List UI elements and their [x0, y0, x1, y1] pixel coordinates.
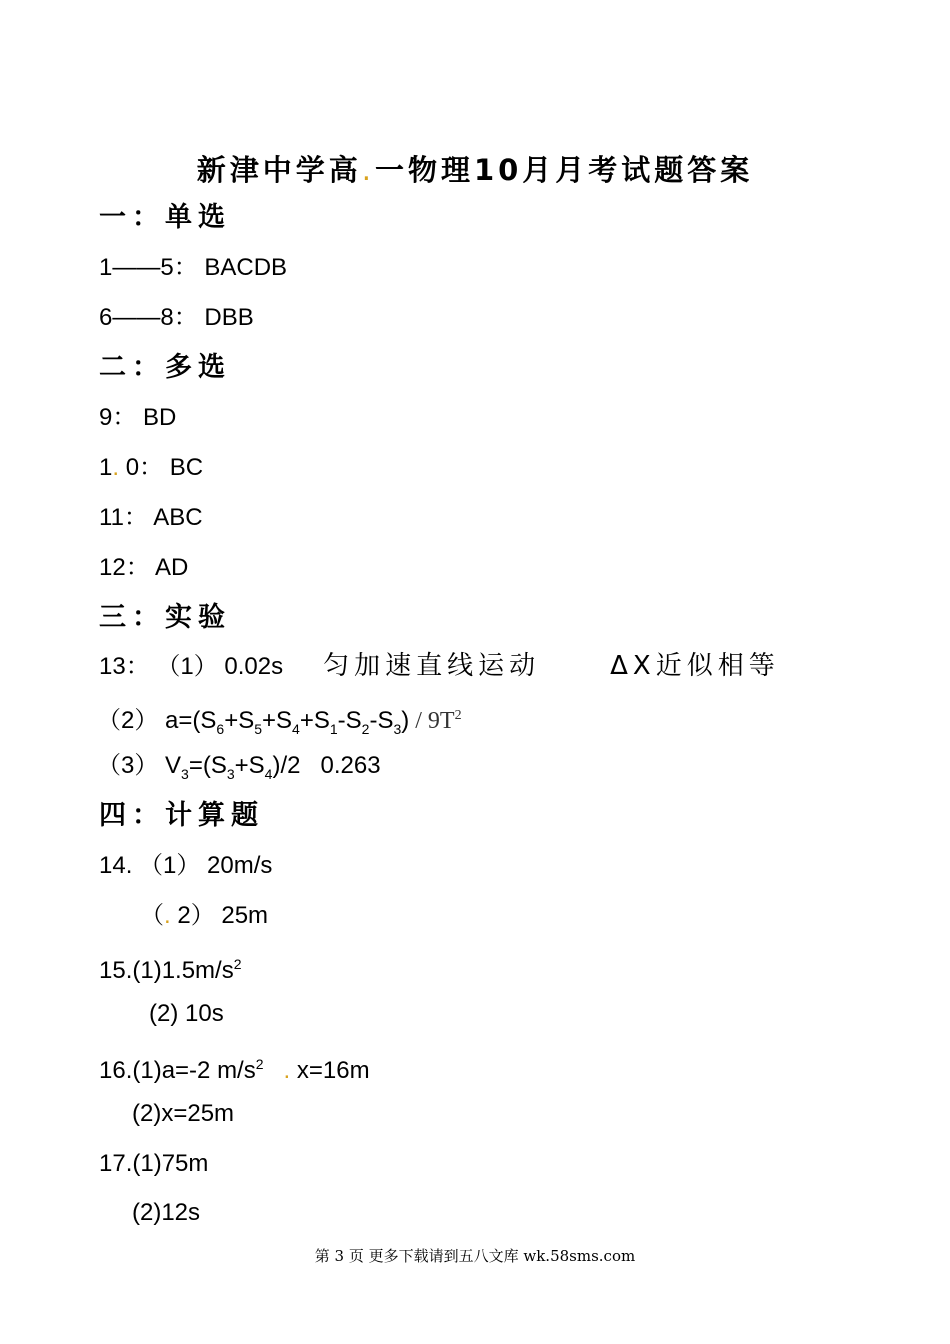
answer-10: [99, 452, 203, 484]
title-part1: 新津中学高: [196, 153, 362, 187]
answer-15-2: (2) 10s: [149, 1000, 224, 1027]
answer-10-number: 1: [99, 454, 113, 481]
answer-14-2-dot: .: [164, 902, 171, 929]
answer-13-motion: 匀加速直线运动: [323, 651, 541, 681]
answer-13-2: （2） $a=(S_6+S_5+S_4+S_1-S_2-S_3) / 9T^2$: [97, 707, 462, 737]
answer-9: 9： BD: [99, 404, 177, 431]
answer-14-2-open: （: [140, 902, 164, 929]
section-heading-calculation: 四：计算题: [99, 800, 264, 831]
answer-16-2: (2)x=25m: [132, 1100, 235, 1127]
answer-12: 12： AD: [99, 554, 189, 581]
answer-15-1: $15.(1)1.5m/s^2$: [99, 956, 242, 984]
section-heading-single-choice: 一：单选: [99, 202, 231, 233]
answer-16-x: x=16m: [290, 1057, 370, 1084]
answer-13-1: [99, 650, 780, 683]
answer-13-3: （3） $V_3=(S_3+S_4)/2$ 0.263: [97, 752, 381, 782]
answer-16-1-text: 16.(1)a=-2 m/s: [99, 1057, 256, 1084]
answer-17-2: (2)12s: [132, 1199, 201, 1226]
answer-13-delta: ΔX近似相等: [610, 651, 780, 681]
page-footer: 第 3 页 更多下载请到五八文库 wk.58sms.com: [314, 1247, 636, 1265]
page-title: [0, 148, 950, 189]
answer-14-2: [140, 900, 268, 932]
answer-11: 11： ABC: [99, 504, 203, 531]
answer-10-dot: .: [112, 454, 120, 481]
answer-14-1: 14. （1） 20m/s: [99, 852, 273, 879]
answer-13-3-value: 0.263: [320, 752, 381, 779]
title-dot: .: [361, 153, 375, 187]
answer-13-prefix: 13： （1） 0.02s: [99, 653, 284, 680]
answer-16-dot: .: [283, 1057, 291, 1084]
title-part2: 一物理10月月考试题答案: [374, 153, 754, 187]
answer-16-1: 16.(1)a=-2 $m/s^2$ . x=16m: [99, 1056, 370, 1084]
answer-15-1-text: 15.(1)1.5m/s: [99, 957, 234, 984]
answer-1-5: 1——5： BACDB: [99, 254, 288, 281]
answer-14-2-text: 2） 25m: [170, 902, 269, 929]
answer-13-2-tail: / 9T: [409, 708, 455, 734]
answer-6-8: 6——8： DBB: [99, 304, 254, 331]
answer-10-text: 0： BC: [119, 454, 204, 481]
section-heading-experiment: 三：实验: [99, 602, 231, 633]
section-heading-multi-choice: 二：多选: [99, 352, 231, 383]
answer-17-1: 17.(1)75m: [99, 1150, 209, 1177]
answer-13-3-prefix: （3） V: [97, 752, 182, 779]
answer-13-2-prefix: （2） a=(S: [97, 707, 217, 734]
